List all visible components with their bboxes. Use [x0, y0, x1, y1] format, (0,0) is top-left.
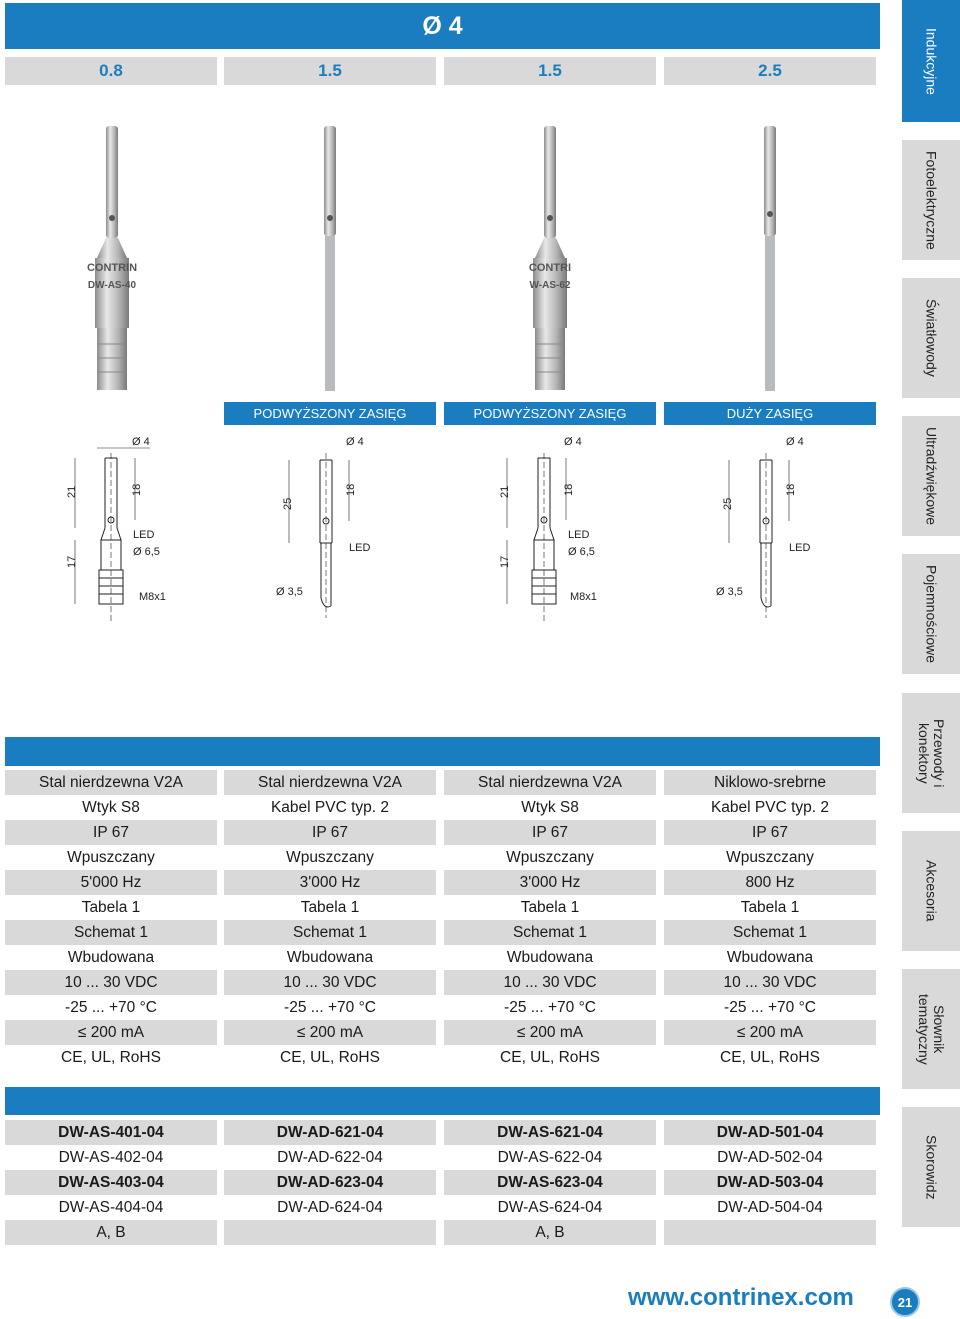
side-tab-slownik[interactable]: Słownik tematyczny — [902, 969, 960, 1089]
spec-housing: Stal nierdzewna V2A — [444, 770, 656, 795]
spec-schema: Schemat 1 — [5, 920, 217, 945]
length-label: 21 — [66, 485, 78, 498]
model-code: DW-AS-623-04 — [444, 1170, 656, 1195]
spec-voltage: 10 ... 30 VDC — [664, 970, 876, 995]
model-code: DW-AS-622-04 — [497, 1148, 603, 1166]
model-code: DW-AD-624-04 — [277, 1198, 383, 1216]
led-label: LED — [133, 529, 155, 541]
spec-housing: Stal nierdzewna V2A — [5, 770, 217, 795]
spec-housing: Niklowo-srebrne — [664, 770, 876, 795]
led-height-label: 18 — [345, 483, 357, 496]
model-code: DW-AS-624-04 — [497, 1198, 603, 1216]
model-code: DW-AD-623-04 — [224, 1170, 436, 1195]
spec-temperature: -25 ... +70 °C — [284, 998, 376, 1016]
product-photo-connector-2 — [444, 118, 656, 398]
svg-text:DW-AS-40: DW-AS-40 — [87, 280, 137, 291]
model-code: DW-AD-503-04 — [664, 1170, 876, 1195]
spec-voltage: 10 ... 30 VDC — [5, 970, 217, 995]
spec-connection: Wtyk S8 — [521, 798, 579, 816]
spec-approvals: CE, UL, RoHS — [720, 1048, 820, 1066]
dimension-drawing-cable — [224, 428, 436, 648]
led-label: LED — [568, 529, 590, 541]
spec-temperature: -25 ... +70 °C — [504, 998, 596, 1016]
led-height-label: 18 — [563, 483, 575, 496]
page-number-badge: 21 — [890, 1287, 920, 1317]
spec-connection: Kabel PVC typ. 2 — [270, 798, 390, 816]
cable-diameter-label: Ø 3,5 — [716, 586, 743, 598]
range-cell-3: 1.5 — [444, 57, 656, 85]
spec-protection: IP 67 — [5, 820, 217, 845]
page-title: Ø 4 — [5, 3, 880, 49]
models-header-band — [5, 1087, 880, 1115]
model-code: DW-AD-501-04 — [664, 1120, 876, 1145]
spec-protection: IP 67 — [664, 820, 876, 845]
body-diameter-label: Ø 6,5 — [133, 546, 160, 558]
spec-current: ≤ 200 mA — [5, 1020, 217, 1045]
led-height-label: 18 — [131, 483, 143, 496]
spec-mounting: Wpuszczany — [67, 848, 155, 866]
side-tab-ultradzwiekowe[interactable]: Ultradźwiękowe — [902, 416, 960, 536]
spec-frequency: 800 Hz — [664, 870, 876, 895]
photo-label: CONTRIN — [86, 262, 138, 274]
variant-label-3: PODWYŻSZONY ZASIĘG — [444, 402, 656, 425]
range-cell-1: 0.8 — [5, 57, 217, 85]
length-label: 21 — [499, 485, 511, 498]
spec-voltage: 10 ... 30 VDC — [444, 970, 656, 995]
spec-table-col-3 — [444, 770, 656, 1070]
spec-schema: Schemat 1 — [444, 920, 656, 945]
spec-temperature: -25 ... +70 °C — [65, 998, 157, 1016]
model-table-col-1 — [5, 1120, 217, 1245]
side-tab-swiatlowody[interactable]: Światłowody — [902, 278, 960, 398]
spec-mounting: Wpuszczany — [506, 848, 594, 866]
cable-diameter-label: Ø 3,5 — [276, 586, 303, 598]
model-code: DW-AD-621-04 — [224, 1120, 436, 1145]
spec-schema: Schemat 1 — [664, 920, 876, 945]
variant-label-2: PODWYŻSZONY ZASIĘG — [224, 402, 436, 425]
spec-led: Wbudowana — [506, 948, 594, 966]
thread-label: M8x1 — [570, 591, 597, 603]
spec-mounting: Wpuszczany — [726, 848, 814, 866]
range-cell-4: 2.5 — [664, 57, 876, 85]
spec-current: ≤ 200 mA — [224, 1020, 436, 1045]
body-length-label: 17 — [66, 555, 78, 568]
model-code: DW-AD-502-04 — [717, 1148, 823, 1166]
spec-current: ≤ 200 mA — [444, 1020, 656, 1045]
specs-header-band — [5, 737, 880, 766]
spec-protection: IP 67 — [444, 820, 656, 845]
length-label: 25 — [282, 497, 294, 510]
diameter-label: Ø 4 — [346, 436, 364, 448]
led-label: LED — [349, 542, 371, 554]
model-code: DW-AS-403-04 — [5, 1170, 217, 1195]
svg-text:CONTRI: CONTRI — [528, 262, 572, 274]
side-tab-przewody[interactable]: Przewody i konektory — [902, 693, 960, 813]
spec-table-col-1 — [5, 770, 217, 1070]
spec-approvals: CE, UL, RoHS — [280, 1048, 380, 1066]
model-note: A, B — [444, 1220, 656, 1245]
body-diameter-label: Ø 6,5 — [568, 546, 595, 558]
diameter-label: Ø 4 — [132, 436, 150, 448]
dimension-drawing-connector — [5, 428, 217, 648]
model-code: DW-AS-402-04 — [58, 1148, 164, 1166]
spec-led: Wbudowana — [67, 948, 155, 966]
range-cell-2: 1.5 — [224, 57, 436, 85]
variant-label-4: DUŻY ZASIĘG — [664, 402, 876, 425]
model-table-col-2 — [224, 1120, 436, 1245]
spec-led: Wbudowana — [726, 948, 814, 966]
diameter-label: Ø 4 — [786, 436, 804, 448]
side-tab-akcesoria[interactable]: Akcesoria — [902, 831, 960, 951]
spec-led: Wbudowana — [286, 948, 374, 966]
spec-current: ≤ 200 mA — [664, 1020, 876, 1045]
product-photo-cable — [224, 118, 436, 398]
spec-schema: Schemat 1 — [224, 920, 436, 945]
dimension-drawing-connector-2 — [444, 428, 656, 648]
model-note — [664, 1220, 876, 1245]
spec-frequency: 3'000 Hz — [444, 870, 656, 895]
spec-approvals: CE, UL, RoHS — [61, 1048, 161, 1066]
spec-connection: Kabel PVC typ. 2 — [710, 798, 830, 816]
model-table-col-3 — [444, 1120, 656, 1245]
led-height-label: 18 — [785, 483, 797, 496]
model-table-col-4 — [664, 1120, 876, 1245]
body-length-label: 17 — [499, 555, 511, 568]
spec-table-col-2 — [224, 770, 436, 1070]
spec-protection: IP 67 — [224, 820, 436, 845]
side-tab-pojemnosciowe[interactable]: Pojemnościowe — [902, 554, 960, 674]
spec-table-ref: Tabela 1 — [520, 898, 580, 916]
product-photo-cable-2 — [664, 118, 876, 398]
spec-table-ref: Tabela 1 — [740, 898, 800, 916]
model-code: DW-AS-401-04 — [5, 1120, 217, 1145]
model-code: DW-AD-504-04 — [717, 1198, 823, 1216]
website-link[interactable]: www.contrinex.com — [628, 1284, 854, 1311]
spec-frequency: 5'000 Hz — [5, 870, 217, 895]
spec-connection: Wtyk S8 — [82, 798, 140, 816]
model-note: A, B — [5, 1220, 217, 1245]
model-note — [224, 1220, 436, 1245]
product-photo-connector — [5, 118, 217, 398]
side-tab-fotoelektryczne[interactable]: Fotoelektryczne — [902, 140, 960, 260]
spec-table-col-4 — [664, 770, 876, 1070]
side-tab-skorowidz[interactable]: Skorowidz — [902, 1107, 960, 1227]
side-tab-indukcyjne[interactable]: Indukcyjne — [902, 0, 960, 122]
led-label: LED — [789, 542, 811, 554]
spec-temperature: -25 ... +70 °C — [724, 998, 816, 1016]
model-code: DW-AD-622-04 — [277, 1148, 383, 1166]
model-code: DW-AS-621-04 — [444, 1120, 656, 1145]
spec-table-ref: Tabela 1 — [81, 898, 141, 916]
spec-frequency: 3'000 Hz — [224, 870, 436, 895]
diameter-label: Ø 4 — [564, 436, 582, 448]
spec-housing: Stal nierdzewna V2A — [224, 770, 436, 795]
length-label: 25 — [722, 497, 734, 510]
spec-table-ref: Tabela 1 — [300, 898, 360, 916]
model-code: DW-AS-404-04 — [58, 1198, 164, 1216]
spec-voltage: 10 ... 30 VDC — [224, 970, 436, 995]
spec-mounting: Wpuszczany — [286, 848, 374, 866]
dimension-drawing-cable-2 — [664, 428, 876, 648]
thread-label: M8x1 — [139, 591, 166, 603]
spec-approvals: CE, UL, RoHS — [500, 1048, 600, 1066]
svg-text:W-AS-62: W-AS-62 — [529, 280, 571, 291]
